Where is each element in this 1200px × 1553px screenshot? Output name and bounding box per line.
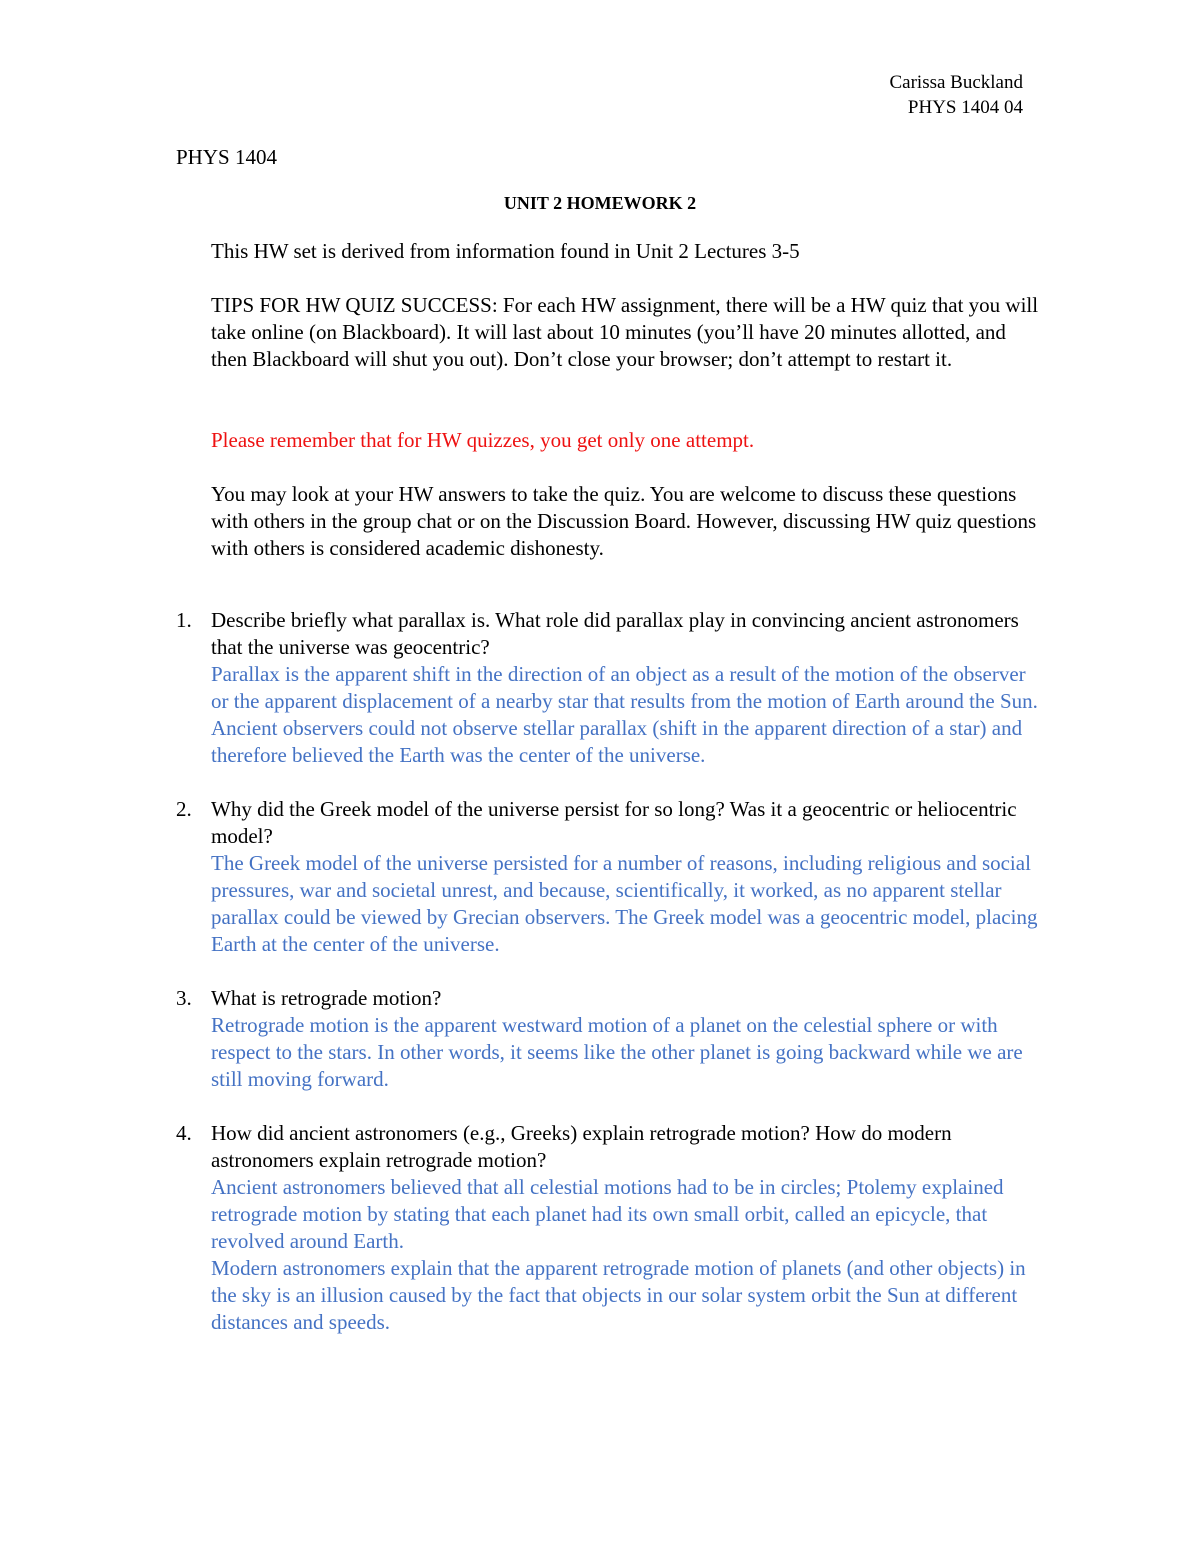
question-number: 2. — [176, 797, 192, 821]
question-item — [176, 985, 1046, 1093]
question-item — [176, 1120, 1046, 1336]
question-text: Describe briefly what parallax is. What role did parallax play in convincing ancient astronomers that the universe was geocentric? — [211, 608, 1019, 659]
intro-paragraph: This HW set is derived from information found in Unit 2 Lectures 3-5 — [211, 239, 800, 263]
attempt-warning: Please remember that for HW quizzes, you get only one attempt. — [211, 428, 755, 452]
question-text: What is retrograde motion? — [211, 986, 442, 1010]
question-text: How did ancient astronomers (e.g., Greeks) explain retrograde motion? How do modern astronomers explain retrograde motion? — [211, 1121, 952, 1172]
answer-text: The Greek model of the universe persisted for a number of reasons, including religious and social pressures, war and societal unrest, and because, scientifically, it worked, as no apparent stellar parallax could be viewed by Grecian observers. The Greek model was a geocentric model, placing Earth at the center of the universe. — [211, 851, 1038, 956]
answer-text: Ancient astronomers believed that all celestial motions had to be in circles; Ptolemy explained retrograde motion by stating that each planet had its own small orbit, called an epicycle, that revolved around Earth. — [211, 1175, 1004, 1253]
page-header — [889, 70, 1023, 120]
course-section: PHYS 1404 04 — [907, 97, 1023, 118]
question-item — [176, 796, 1046, 958]
allowance-paragraph: You may look at your HW answers to take the quiz. You are welcome to discuss these questions with others in the group chat or on the Discussion Board. However, discussing HW quiz questions with others is considered academic dishonesty. — [211, 482, 1037, 560]
question-item — [176, 607, 1046, 769]
question-number: 1. — [176, 608, 192, 632]
question-number: 4. — [176, 1121, 192, 1145]
answer-text: Parallax is the apparent shift in the direction of an object as a result of the motion of the observer or the apparent displacement of a nearby star that results from the motion of Earth around the Sun. Ancient observers could not observe stellar parallax (shift in the apparent direction of a star) and therefore believed the Earth was the center of the universe. — [211, 662, 1038, 767]
author-name: Carissa Buckland — [889, 72, 1023, 93]
question-list — [176, 607, 1046, 1363]
course-code: PHYS 1404 — [176, 145, 277, 169]
question-text: Why did the Greek model of the universe persist for so long? Was it a geocentric or heliocentric model? — [211, 797, 1017, 848]
answer-text: Modern astronomers explain that the apparent retrograde motion of planets (and other objects) in the sky is an illusion caused by the fact that objects in our solar system orbit the Sun at different distances and speeds. — [211, 1256, 1026, 1334]
document-title: UNIT 2 HOMEWORK 2 — [503, 193, 697, 213]
answer-text: Retrograde motion is the apparent westward motion of a planet on the celestial sphere or with respect to the stars. In other words, it seems like the other planet is going backward while we are still moving forward. — [211, 1013, 1023, 1091]
question-number: 3. — [176, 986, 192, 1010]
tips-paragraph: TIPS FOR HW QUIZ SUCCESS: For each HW assignment, there will be a HW quiz that you will take online (on Blackboard). It will last about 10 minutes (you’ll have 20 minutes allotted, and then Blackboard will shut you out). Don’t close your browser; don’t attempt to restart it. — [211, 293, 1039, 371]
